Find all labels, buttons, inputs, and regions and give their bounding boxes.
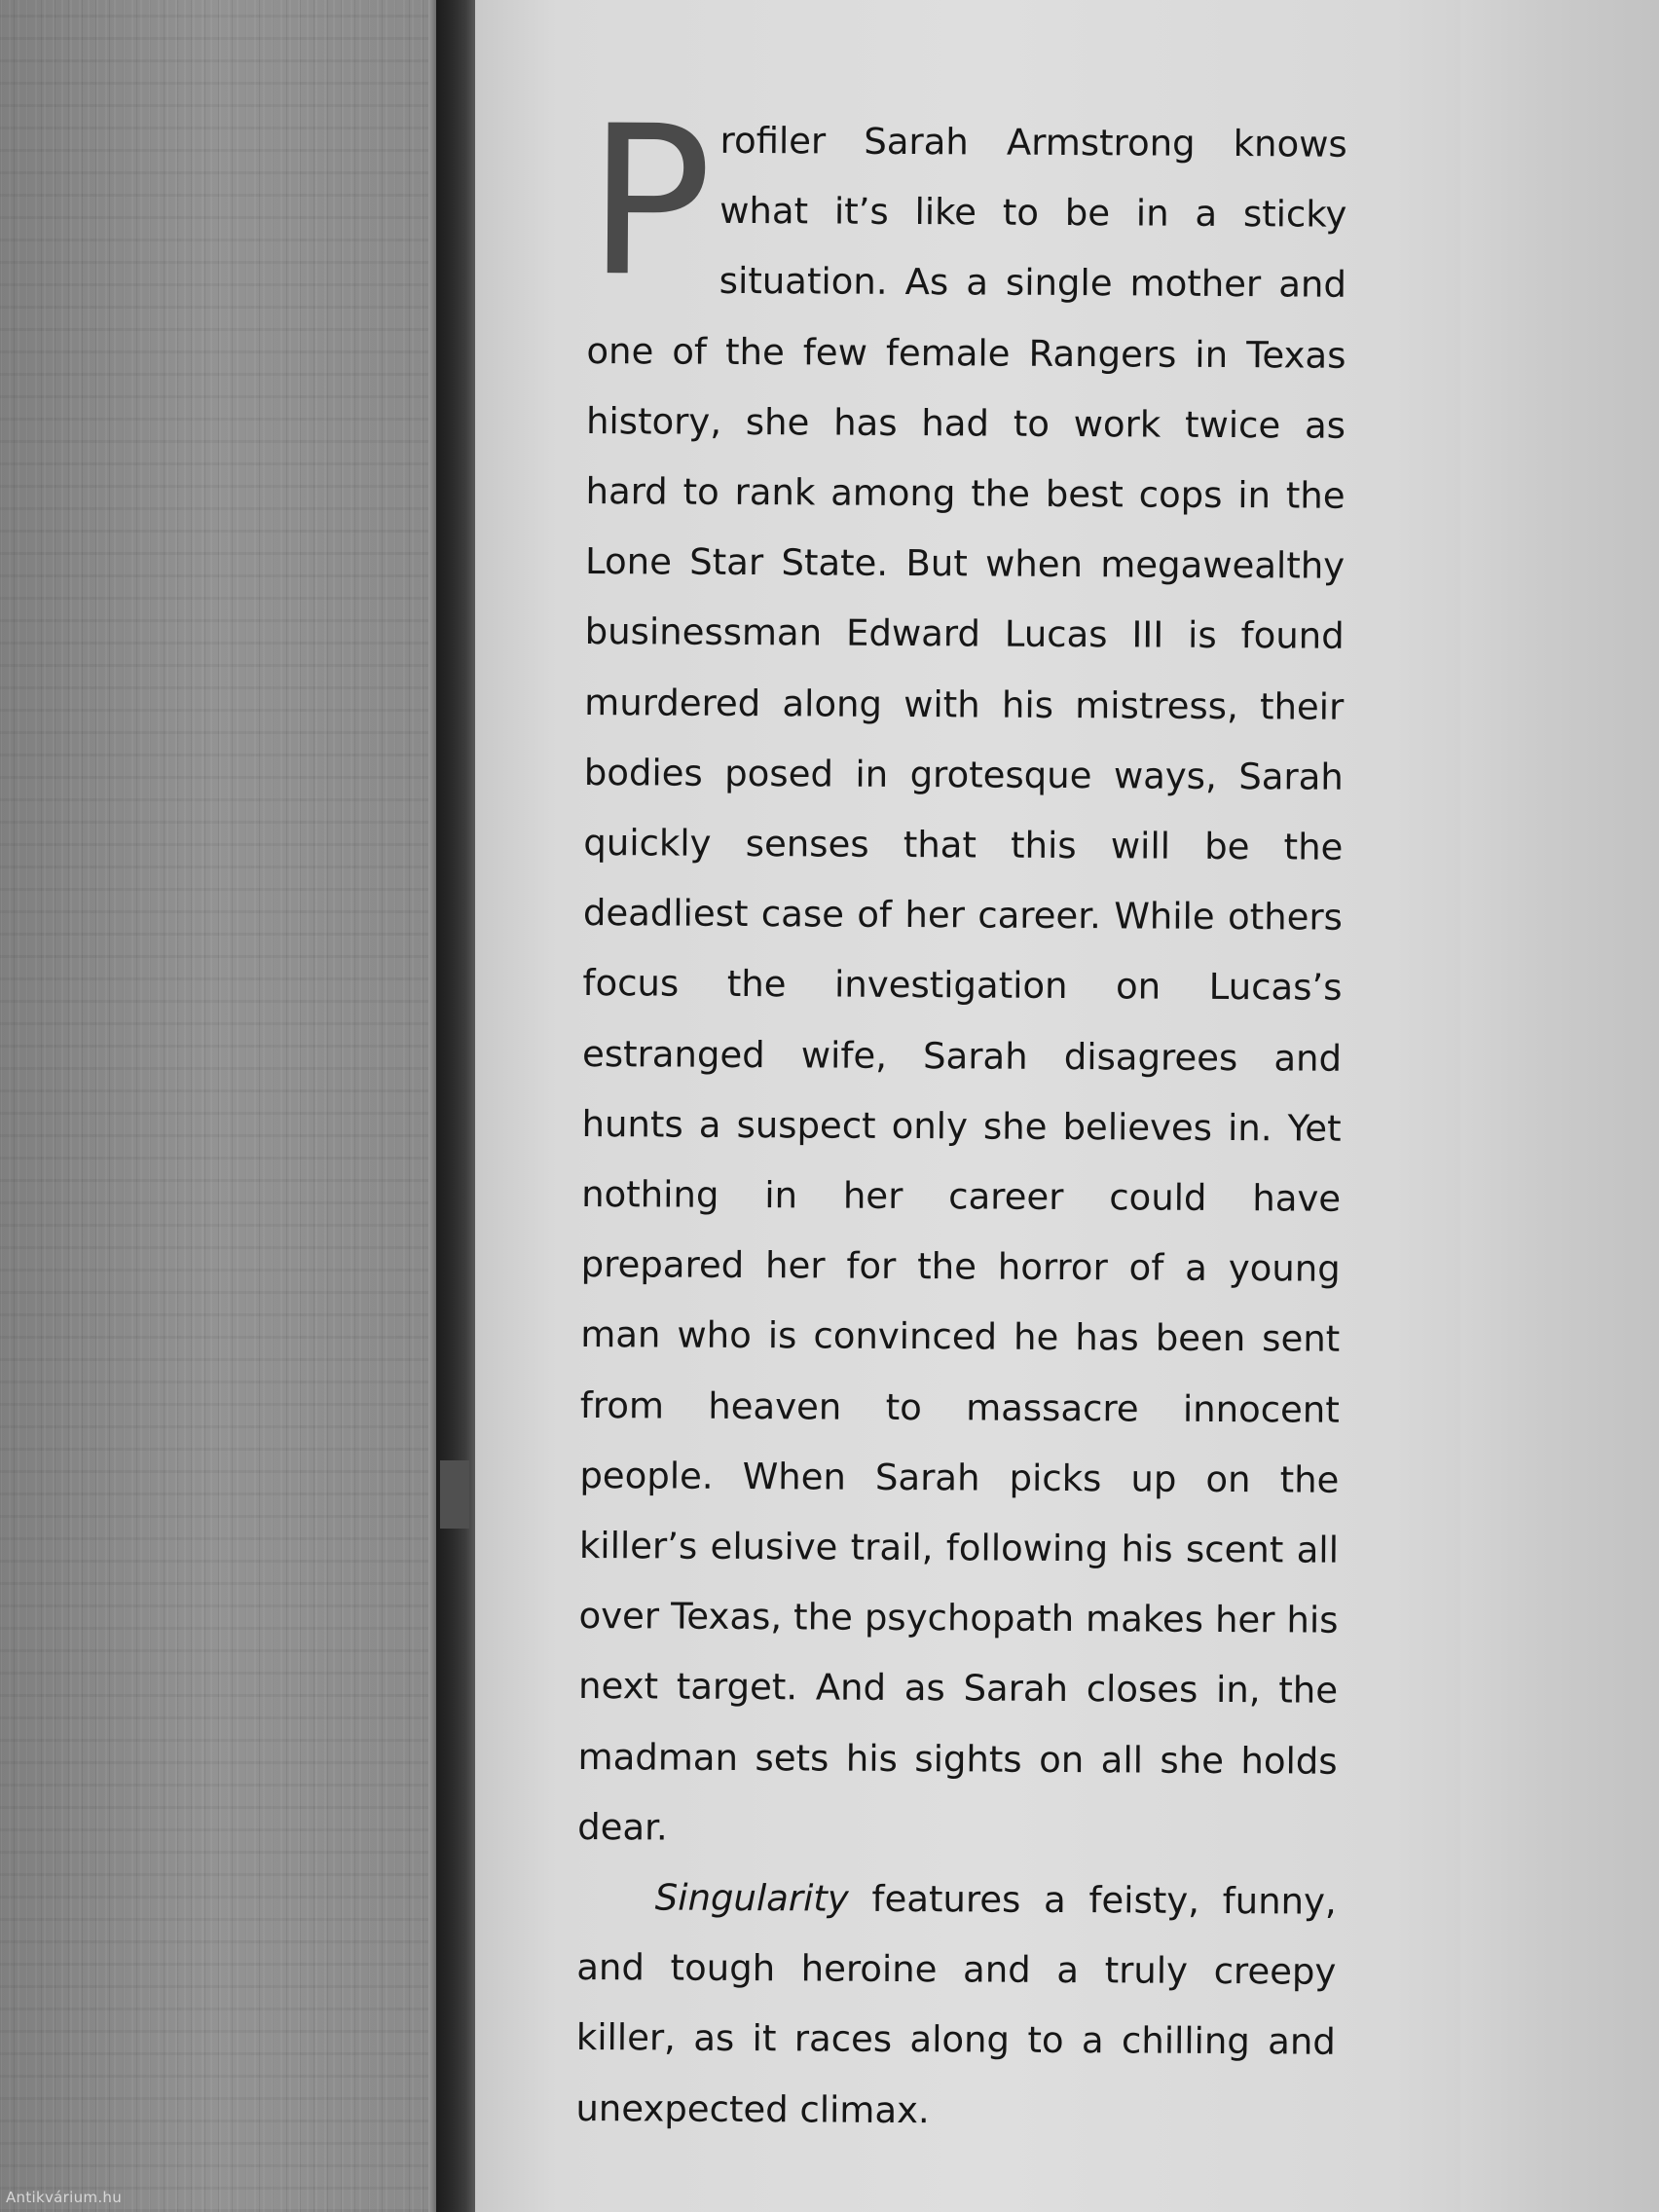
paragraph-2-text: features a feisty, funny, and tough heroine and a truly creepy killer, as it races along to a chilling and unexpected climax. [575, 1877, 1337, 2131]
textured-board [0, 0, 436, 2212]
paragraph-1-text: rofiler Sarah Armstrong knows what it’s like to be in a sticky situation. As a single mother and one of the few female Rangers in Texas history, she has had to work twice as hard to rank among the best cops in the Lone Star State. But when megawealthy businessman Edward Lucas III is found murdered along with his mistress, their bodies posed in grotesque ways, Sarah quickly senses that this will be the deadliest case of her career. While others focus the investigation on Lucas’s estranged wife, Sarah disagrees and hunts a suspect only she believes in. Yet nothing in her career could have prepared her for the horror of a young man who is convinced he has been sent from heaven to massacre innocent people. When Sarah picks up on the killer’s elusive trail, following his scent all over Texas, the psychopath makes her his next target. And as Sarah closes in, the madman sets his sights on all she holds dear. [577, 119, 1347, 1849]
board-edge [428, 0, 436, 2212]
blurb-paragraph-2 [575, 1862, 1337, 2149]
book-title: Singularity [654, 1876, 849, 1920]
drop-cap: P [586, 81, 707, 322]
spine-mark [440, 1460, 469, 1529]
page-right-shade [1460, 0, 1659, 2212]
blurb-text [575, 81, 1347, 2149]
watermark: Antikvárium.hu [6, 2189, 123, 2206]
book-spine-shadow [436, 0, 475, 2212]
blurb-paragraph-1 [577, 81, 1347, 1867]
